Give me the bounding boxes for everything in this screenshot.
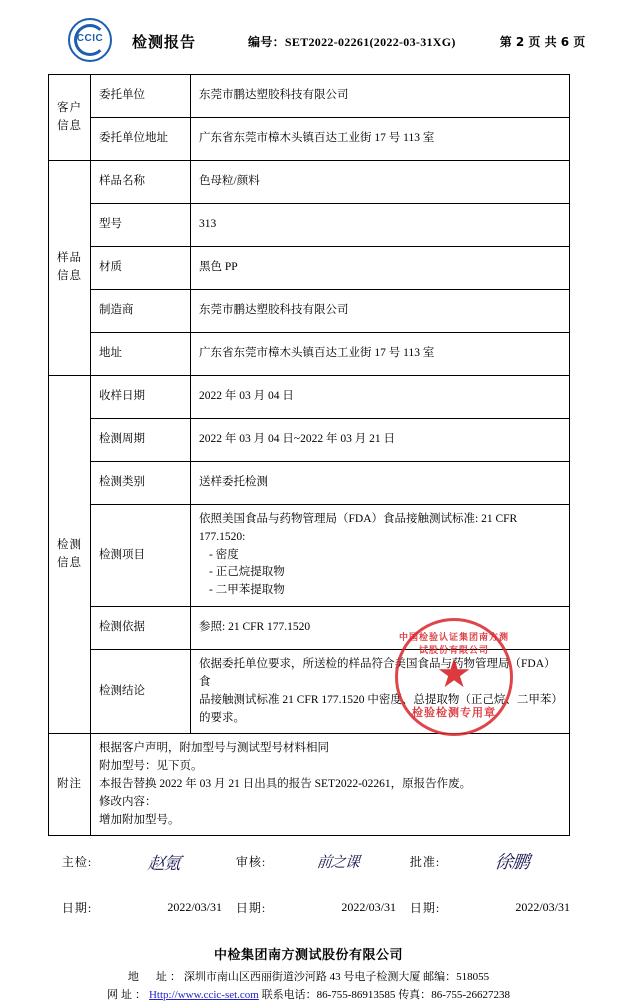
section-label-customer: 客户信息 xyxy=(49,75,91,161)
report-header xyxy=(0,0,617,74)
tel-label: 联系电话： xyxy=(261,988,317,1001)
table-row xyxy=(49,734,570,836)
field-value: 参照: 21 CFR 177.1520 xyxy=(191,607,570,650)
date-label-1: 日期: xyxy=(61,900,93,915)
field-label: 样品名称 xyxy=(91,161,191,204)
field-value: 色母粒/颜料 xyxy=(191,161,570,204)
star-icon: ★ xyxy=(436,651,472,696)
field-label: 检测类别 xyxy=(91,462,191,505)
report-number-label: 编号： xyxy=(248,34,285,49)
field-label: 检测依据 xyxy=(91,607,191,650)
field-value: 黑色 PP xyxy=(191,247,570,290)
field-value: 广东省东莞市樟木头镇百达工业街 17 号 113 室 xyxy=(191,333,570,376)
table-row xyxy=(49,118,570,161)
date-row xyxy=(48,884,570,930)
approver-signature: 徐鹏 xyxy=(493,852,530,874)
field-value: 313 xyxy=(191,204,570,247)
table-row xyxy=(49,204,570,247)
postcode-value: 518055 xyxy=(456,970,490,983)
signature-row xyxy=(48,838,570,884)
table-row xyxy=(49,650,570,734)
seal-bottom-text: 检验检测专用章 xyxy=(412,706,496,719)
table-row xyxy=(49,333,570,376)
tel-value: 86-755-86913585 xyxy=(316,988,396,1001)
conclusion-value: 依据委托单位要求，所送检的样品符合美国食品与药物管理局（FDA）食 品接触测试标准 21 CFR 177.1520 中密度、总提取物（正己烷、二甲苯） 的要求。 xyxy=(191,650,570,734)
date-value-2: 2022/03/31 xyxy=(341,899,396,914)
remark-value: 根据客户声明，附加型号与测试型号材料相同 附加型号：见下页。 本报告替换 2022 年 03 月 21 日出具的报告 SET2022-02261，原报告作废。 修改内容： 增加附加型号。 xyxy=(91,734,570,836)
field-label: 委托单位 xyxy=(91,75,191,118)
table-row xyxy=(49,462,570,505)
field-value: 广东省东莞市樟木头镇百达工业街 17 号 113 室 xyxy=(191,118,570,161)
website-link[interactable]: Http://www.ccic-set.com xyxy=(148,988,259,1001)
field-label: 检测项目 xyxy=(91,505,191,607)
field-label: 制造商 xyxy=(91,290,191,333)
inspector-signature: 赵氪 xyxy=(146,853,181,874)
approver-label: 批准: xyxy=(409,854,441,869)
field-value: 东莞市鹏达塑胶科技有限公司 xyxy=(191,75,570,118)
field-label: 检测结论 xyxy=(91,650,191,734)
report-number-value: SET2022-02261(2022-03-31XG) xyxy=(284,34,456,49)
footer-address-line xyxy=(0,968,617,986)
footer-company: 中检集团南方测试股份有限公司 xyxy=(213,947,403,963)
field-value: 2022 年 03 月 04 日~2022 年 03 月 21 日 xyxy=(191,419,570,462)
section-label-testing: 检测信息 xyxy=(49,376,91,734)
page-title: 检测报告 xyxy=(132,32,197,51)
table-row xyxy=(49,161,570,204)
table-row xyxy=(49,247,570,290)
report-number xyxy=(248,33,456,50)
table-row xyxy=(49,607,570,650)
website-label: 网址： xyxy=(106,988,149,1001)
field-value: 送样委托检测 xyxy=(191,462,570,505)
report-table xyxy=(48,74,570,836)
table-row xyxy=(49,419,570,462)
reviewer-label: 审核: xyxy=(235,854,267,869)
date-label-3: 日期: xyxy=(409,900,441,915)
signature-table xyxy=(48,838,570,930)
field-label: 委托单位地址 xyxy=(91,118,191,161)
fax-label: 传真： xyxy=(398,988,432,1001)
field-label: 收样日期 xyxy=(91,376,191,419)
table-row xyxy=(49,290,570,333)
ccic-logo-icon xyxy=(68,18,114,64)
page-indicator: 第 2 页 共 6 页 xyxy=(499,34,586,49)
table-row xyxy=(49,505,570,607)
report-footer xyxy=(0,944,617,1004)
section-label-remark: 附注 xyxy=(49,734,91,836)
footer-contact-line xyxy=(0,986,617,1004)
logo-text: CCIC xyxy=(76,33,104,44)
fax-value: 86-755-26627238 xyxy=(431,988,511,1001)
field-value: 2022 年 03 月 04 日 xyxy=(191,376,570,419)
postcode-label: 邮编： xyxy=(423,970,457,983)
seal-top-text: 中国检验认证集团南方测试股份有限公司 xyxy=(398,633,509,656)
date-value-1: 2022/03/31 xyxy=(167,899,222,914)
field-value: 东莞市鹏达塑胶科技有限公司 xyxy=(191,290,570,333)
address-value: 深圳市南山区西丽街道沙河路 43 号电子检测大厦 xyxy=(183,970,421,983)
field-label: 检测周期 xyxy=(91,419,191,462)
date-value-3: 2022/03/31 xyxy=(515,899,570,914)
table-row xyxy=(49,75,570,118)
table-row xyxy=(49,376,570,419)
inspector-label: 主检: xyxy=(61,854,93,869)
date-label-2: 日期: xyxy=(235,900,267,915)
address-label: 地 址： xyxy=(127,970,184,983)
field-label: 地址 xyxy=(91,333,191,376)
test-items-value: 依照美国食品与药物管理局（FDA）食品接触测试标准: 21 CFR 177.1520: - 密度 - 正己烷提取物 - 二甲苯提取物 xyxy=(191,505,570,607)
section-label-sample: 样品信息 xyxy=(49,161,91,376)
field-label: 材质 xyxy=(91,247,191,290)
field-label: 型号 xyxy=(91,204,191,247)
reviewer-signature: 前之课 xyxy=(315,852,360,871)
